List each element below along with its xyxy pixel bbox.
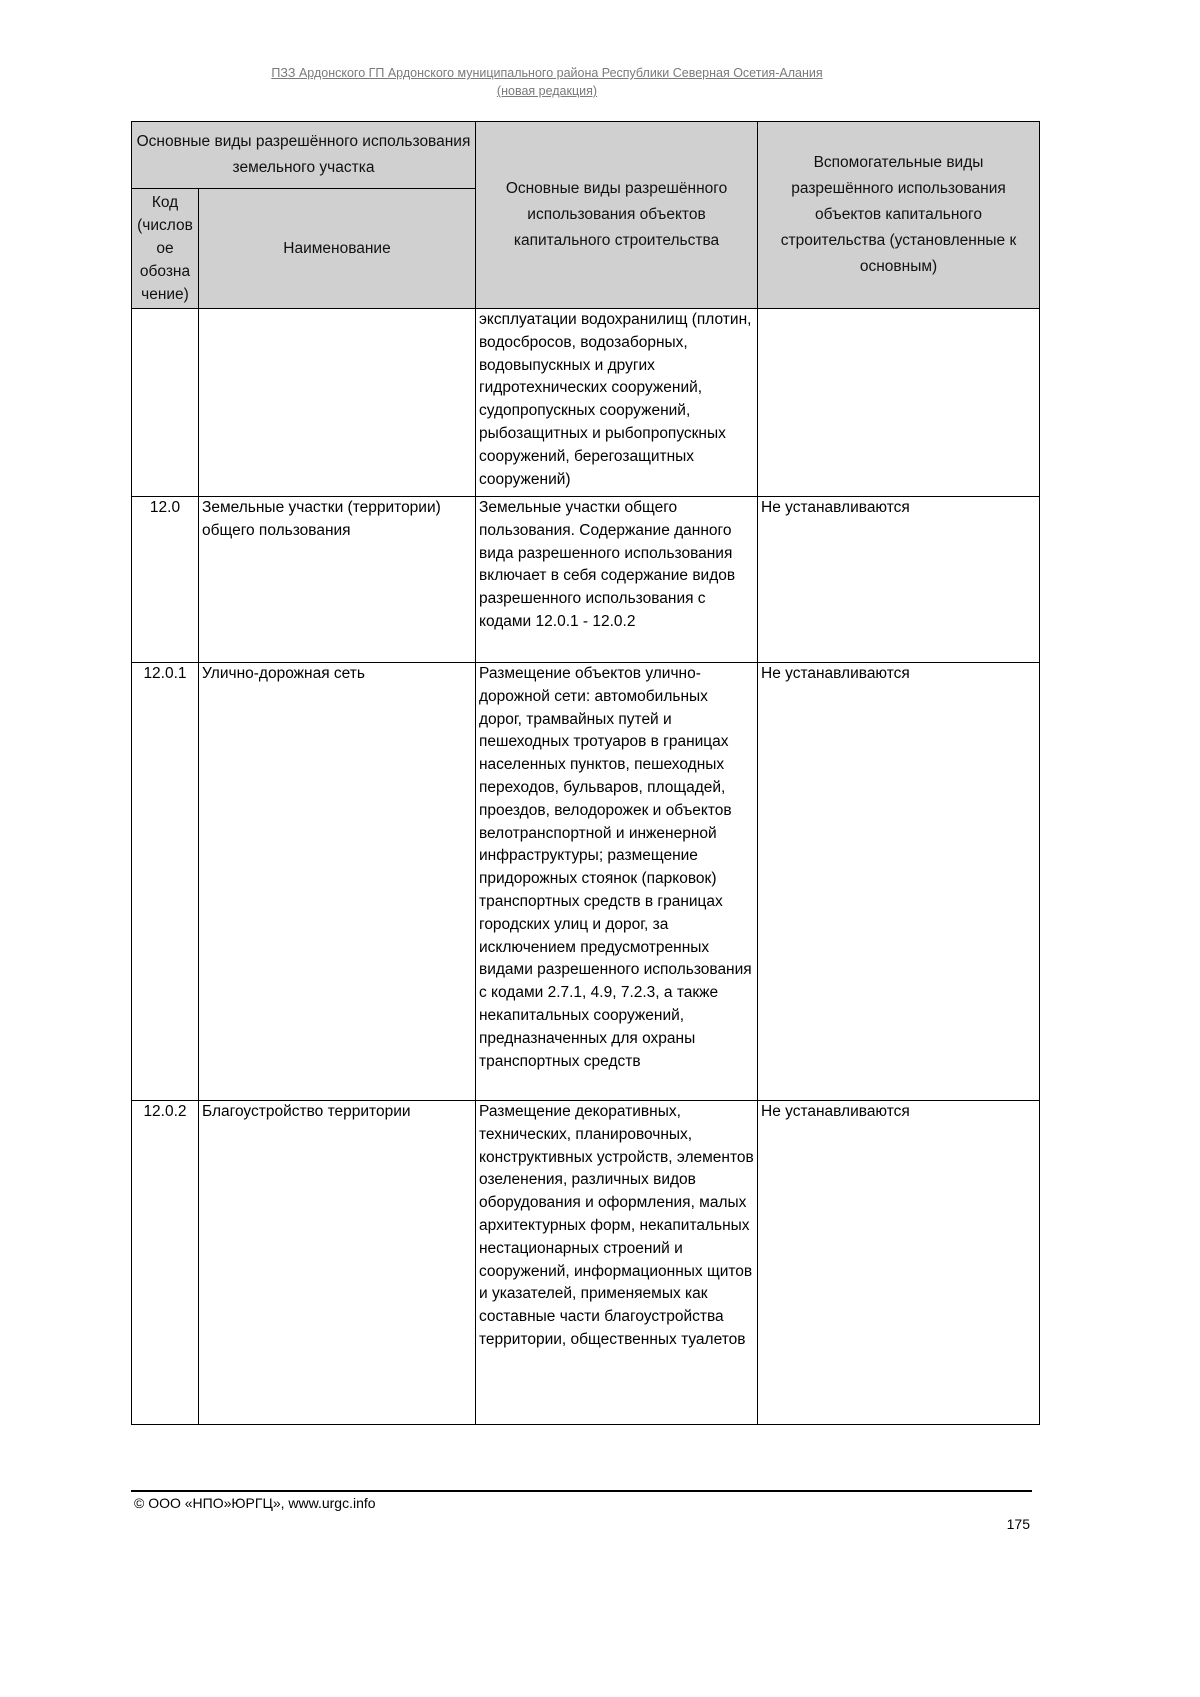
header-land-plot-group: Основные виды разрешённого использования земельного участка (132, 122, 476, 189)
cell-aux (758, 309, 1040, 497)
cell-code: 12.0.2 (132, 1101, 199, 1425)
table-row (132, 663, 1040, 1101)
cell-aux: Не устанавливаются (758, 1101, 1040, 1425)
cell-code (132, 309, 199, 497)
cell-main: Размещение объектов улично-дорожной сети: автомобильных дорог, трамвайных путей и пешеходных тротуаров в границах населенных пунктов, пешеходных переходов, бульваров, площадей, проездов, велодорожек и объектов велотранспортной и инженерной инфраструктуры; размещение придорожных стоянок (парковок) транспортных средств в границах городских улиц и дорог, за исключением предусмотренных видами разрешенного использования с кодами 2.7.1, 4.9, 7.2.3, а также некапитальных сооружений, предназначенных для охраны транспортных средств (476, 663, 758, 1101)
cell-code: 12.0.1 (132, 663, 199, 1101)
header-name: Наименование (199, 189, 476, 309)
table-row (132, 309, 1040, 497)
header-title: ПЗЗ Ардонского ГП Ардонского муниципального района Республики Северная Осетия-Алания (271, 66, 823, 80)
table-row (132, 497, 1040, 663)
header-code: Код (числов ое обозна чение) (132, 189, 199, 309)
cell-name: Земельные участки (территории) общего пользования (199, 497, 476, 663)
cell-name: Улично-дорожная сеть (199, 663, 476, 1101)
land-use-table (131, 121, 1040, 1425)
cell-name: Благоустройство территории (199, 1101, 476, 1425)
cell-main: Размещение декоративных, технических, планировочных, конструктивных устройств, элементов озеленения, различных видов оборудования и оформления, малых архитектурных форм, некапитальных нестационарных строений и сооружений, информационных щитов и указателей, применяемых как составные части благоустройства территории, общественных туалетов (476, 1101, 758, 1425)
cell-main: эксплуатации водохранилищ (плотин, водосбросов, водозаборных, водовыпускных и других гидротехнических сооружений, судопропускных сооружений, рыбозащитных и рыбопропускных сооружений, берегозащитных сооружений) (476, 309, 758, 497)
cell-aux: Не устанавливаются (758, 663, 1040, 1101)
footer-copyright: © ООО «НПО»ЮРГЦ», www.urgc.info (134, 1495, 376, 1511)
cell-code: 12.0 (132, 497, 199, 663)
table-row (132, 1101, 1040, 1425)
header-main-ocs: Основные виды разрешённого использования объектов капитального строительства (476, 122, 758, 309)
header-subtitle: (новая редакция) (496, 84, 598, 98)
cell-name (199, 309, 476, 497)
cell-main: Земельные участки общего пользования. Содержание данного вида разрешенного использования включает в себя содержание видов разрешенного использования с кодами 12.0.1 - 12.0.2 (476, 497, 758, 663)
document-header (47, 64, 1047, 100)
page-number: 175 (1006, 1516, 1030, 1532)
cell-aux: Не устанавливаются (758, 497, 1040, 663)
header-aux-ocs: Вспомогательные виды разрешённого использования объектов капитального строительства (установленные к основным) (758, 122, 1040, 309)
footer-divider (131, 1490, 1032, 1492)
